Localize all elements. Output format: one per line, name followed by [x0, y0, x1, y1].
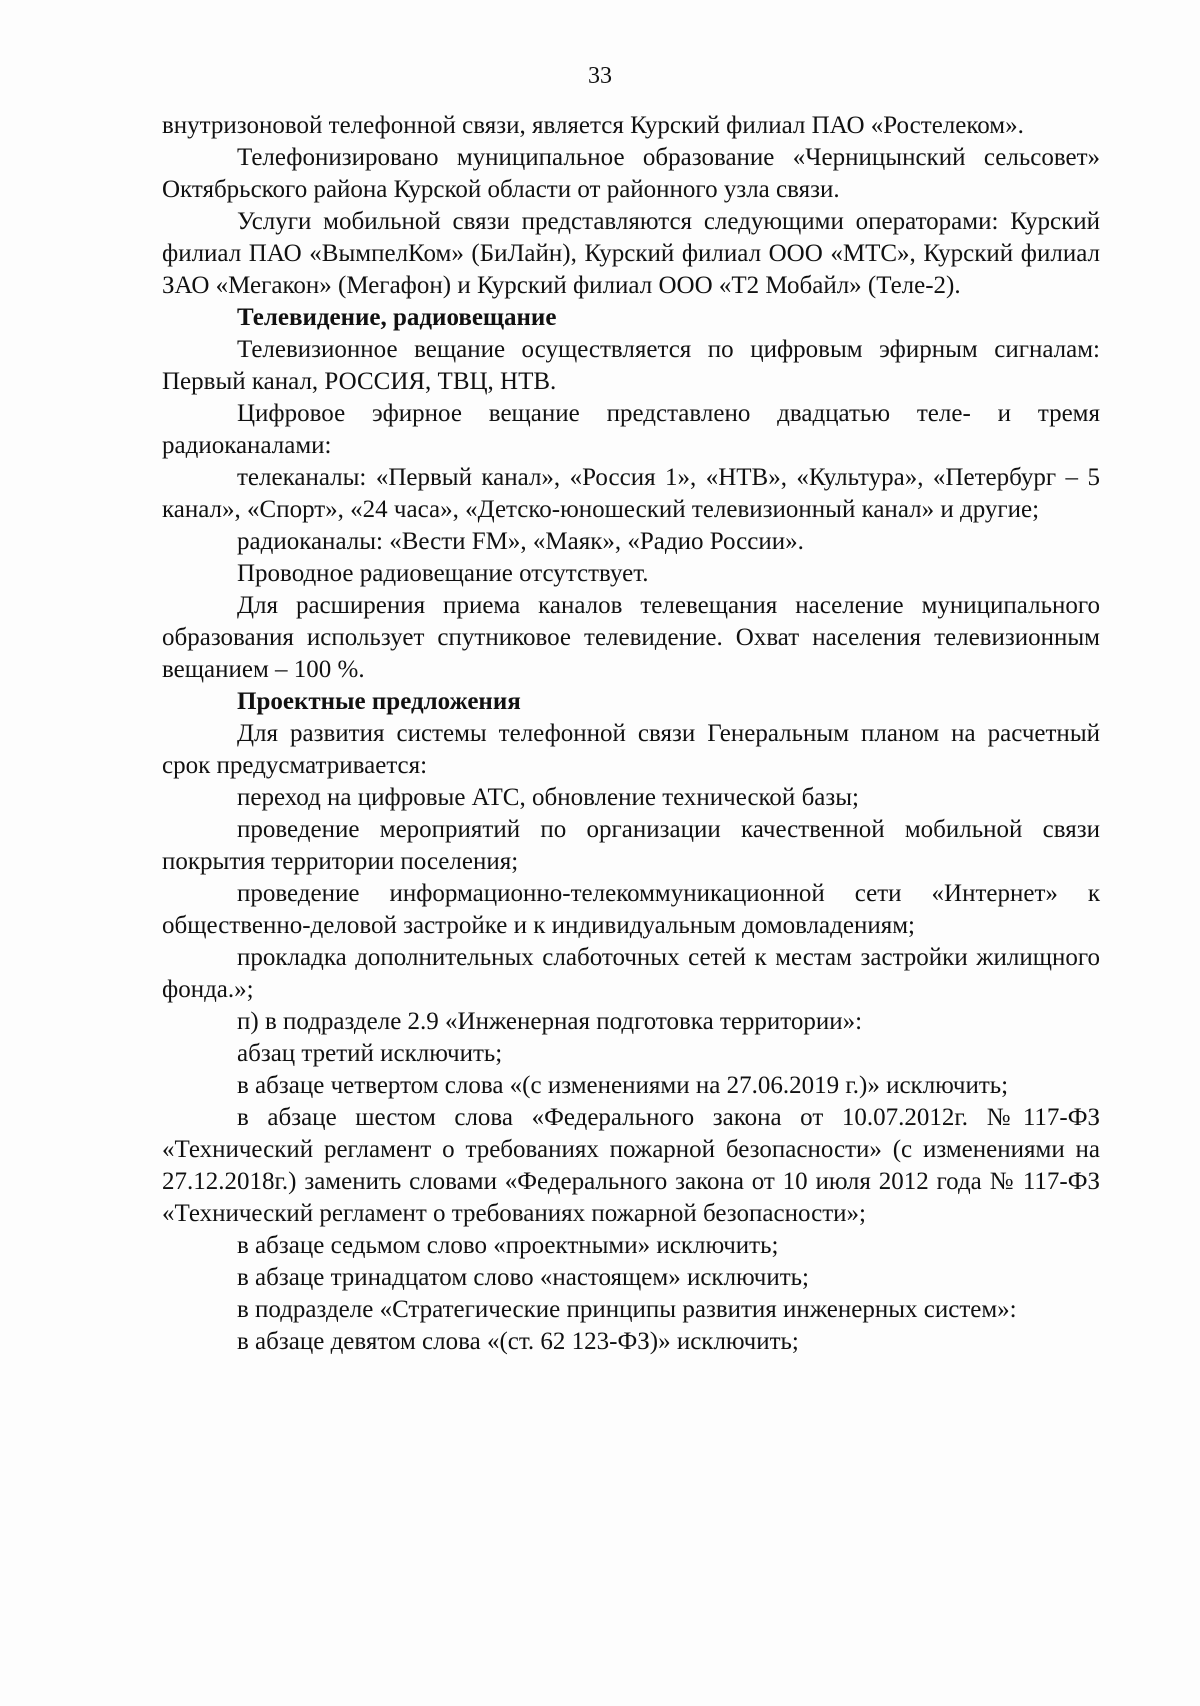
paragraph: Услуги мобильной связи представляются следующими операторами: Курский филиал ПАО «ВымпелКом» (БиЛайн), Курский филиал ООО «МТС», Курский филиал ЗАО «Мегакон» (Мегафон) и Курский филиал ООО «Т2 Мобайл» (Теле-2).	[162, 208, 1100, 299]
paragraph: п) в подразделе 2.9 «Инженерная подготовка территории»:	[237, 1008, 863, 1035]
paragraph: радиоканалы: «Вести FM», «Маяк», «Радио России».	[237, 528, 804, 555]
paragraph: Проводное радиовещание отсутствует.	[237, 560, 649, 587]
paragraph: прокладка дополнительных слаботочных сетей к местам застройки жилищного фонда.»;	[162, 944, 1100, 1003]
document-body	[162, 110, 1100, 1358]
paragraph: в абзаце девятом слова «(ст. 62 123-ФЗ)» исключить;	[237, 1328, 799, 1355]
section-heading: Телевидение, радиовещание	[237, 304, 557, 331]
paragraph: телеканалы: «Первый канал», «Россия 1», «НТВ», «Культура», «Петербург – 5 канал», «Спорт», «24 часа», «Детско-юношеский телевизионный канал» и другие;	[162, 464, 1100, 523]
paragraph: в абзаце четвертом слова «(с изменениями на 27.06.2019 г.)» исключить;	[237, 1072, 1009, 1099]
paragraph: Для развития системы телефонной связи Генеральным планом на расчетный срок предусматривается:	[162, 720, 1100, 779]
paragraph: Для расширения приема каналов телевещания население муниципального образования использует спутниковое телевидение. Охват населения телевизионным вещанием – 100 %.	[162, 592, 1100, 683]
paragraph: Цифровое эфирное вещание представлено двадцатью теле- и тремя радиоканалами:	[162, 400, 1100, 459]
paragraph: в абзаце шестом слова «Федерального закона от 10.07.2012г. №117-ФЗ «Технический регламент о требованиях пожарной безопасности» (с изменениями на 27.12.2018г.) заменить словами «Федерального закона от 10 июля 2012 года № 117-ФЗ «Технический регламент о требованиях пожарной безопасности»;	[162, 1104, 1100, 1227]
paragraph: внутризоновой телефонной связи, является Курский филиал ПАО «Ростелеком».	[162, 112, 1024, 139]
paragraph: абзац третий исключить;	[237, 1040, 503, 1067]
paragraph: проведение информационно-телекоммуникационной сети «Интернет» к общественно-деловой застройке и к индивидуальным домовладениям;	[162, 880, 1100, 939]
paragraph: Телевизионное вещание осуществляется по цифровым эфирным сигналам: Первый канал, РОССИЯ, ТВЦ, НТВ.	[162, 336, 1100, 395]
paragraph: в абзаце тринадцатом слово «настоящем» исключить;	[237, 1264, 809, 1291]
paragraph: в абзаце седьмом слово «проектными» исключить;	[237, 1232, 779, 1259]
paragraph: в подразделе «Стратегические принципы развития инженерных систем»:	[237, 1296, 1017, 1323]
paragraph: переход на цифровые АТС, обновление технической базы;	[237, 784, 859, 811]
section-heading: Проектные предложения	[237, 688, 521, 715]
page-number: 33	[588, 63, 612, 89]
paragraph: проведение мероприятий по организации качественной мобильной связи покрытия территории поселения;	[162, 816, 1100, 875]
paragraph: Телефонизировано муниципальное образование «Черницынский сельсовет» Октябрьского района Курской области от районного узла связи.	[162, 144, 1100, 203]
